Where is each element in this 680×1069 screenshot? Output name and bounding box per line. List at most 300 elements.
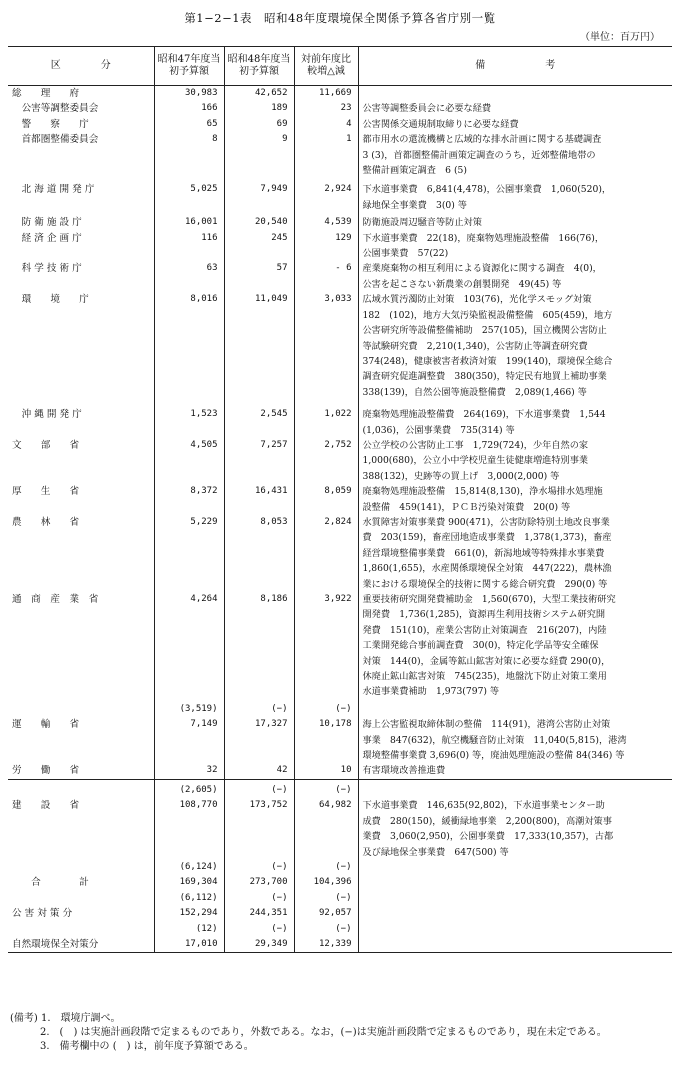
row-name: 環 境 庁 <box>12 294 89 306</box>
budget48-cell: 2,545 <box>224 404 294 422</box>
footnote-1: (備考) 1. 環境庁調べ。 <box>10 1013 121 1024</box>
table-row <box>8 117 672 132</box>
footnotes <box>10 1012 670 1054</box>
table-row <box>8 875 672 890</box>
table-row <box>8 354 672 369</box>
unit-label: （単位：百万円） <box>580 32 660 43</box>
remarks-cell: 重要技術研究開発費補助金 1,560(670)，大型工業技術研究 <box>358 592 672 607</box>
budget48-cell: 20,540 <box>224 215 294 230</box>
diff-cell <box>294 845 358 860</box>
budget48-cell <box>224 829 294 844</box>
budget48-cell <box>224 469 294 484</box>
row-name <box>8 607 154 622</box>
diff-cell: 12,339 <box>294 937 358 953</box>
remarks-cell <box>358 779 672 798</box>
budget48-cell: 69 <box>224 117 294 132</box>
budget47-cell <box>154 546 224 561</box>
row-name <box>8 500 154 515</box>
table-row <box>8 779 672 798</box>
budget48-cell: (−) <box>224 922 294 937</box>
row-name <box>8 779 154 798</box>
diff-cell <box>294 323 358 338</box>
table-row <box>8 763 672 779</box>
remarks-cell: 発費 151(10)，産業公害防止対策調査 216(207)，内陸 <box>358 623 672 638</box>
budget47-cell <box>154 733 224 748</box>
budget47-cell <box>154 607 224 622</box>
table-row <box>8 607 672 622</box>
budget-table <box>8 46 672 953</box>
row-name <box>8 369 154 384</box>
table-row <box>8 132 672 147</box>
diff-cell: (−) <box>294 891 358 906</box>
diff-cell: 11,669 <box>294 86 358 102</box>
budget48-cell: 8,186 <box>224 592 294 607</box>
budget47-cell: 63 <box>154 261 224 276</box>
table-row <box>8 198 672 213</box>
row-name: 通 商 産 業 省 <box>12 594 99 605</box>
remarks-cell: 及び緑地保全事業費 647(500) 等 <box>358 845 672 860</box>
diff-cell: 104,396 <box>294 875 358 890</box>
row-name <box>8 530 154 545</box>
row-name: 自然環境保全対策分 <box>8 937 154 953</box>
diff-cell: 10 <box>294 763 358 779</box>
remarks-cell: 整備計画策定調査 6 (5) <box>358 163 672 178</box>
row-name: 運 輸 省 <box>12 719 80 731</box>
table-row <box>8 292 672 307</box>
table-body <box>8 86 672 953</box>
diff-cell: 2,752 <box>294 438 358 453</box>
diff-cell: 3,033 <box>294 292 358 307</box>
remarks-cell: 水質障害対策事業費 900(471)，公害防除特別土地改良事業 <box>358 515 672 530</box>
budget48-cell: 9 <box>224 132 294 147</box>
budget47-cell: 32 <box>154 763 224 779</box>
budget47-cell: (6,112) <box>154 891 224 906</box>
row-name <box>8 814 154 829</box>
budget47-cell <box>154 246 224 261</box>
budget48-cell: 7,949 <box>224 182 294 197</box>
table-row <box>8 717 672 732</box>
remarks-cell <box>358 702 672 717</box>
table-row <box>8 906 672 921</box>
budget47-cell <box>154 829 224 844</box>
diff-cell: (−) <box>294 860 358 875</box>
row-name: 首都圏整備委員会 <box>12 134 99 146</box>
remarks-cell: 388(132)，史跡等の買上げ 3,000(2,000) 等 <box>358 469 672 484</box>
remarks-cell: 廃棄物処理施設整備費 264(169)，下水道事業費 1,544 <box>358 404 672 422</box>
remarks-cell: 下水道事業費 6,841(4,478)，公園事業費 1,060(520)， <box>358 182 672 197</box>
row-name <box>8 148 154 163</box>
row-name: 合 計 <box>12 877 89 889</box>
budget48-cell <box>224 684 294 699</box>
diff-cell <box>294 423 358 438</box>
budget47-cell <box>154 163 224 178</box>
remarks-cell: 費 203(159)，畜産団地造成事業費 1,378(1,373)，畜産 <box>358 530 672 545</box>
budget48-cell <box>224 577 294 592</box>
table-row <box>8 654 672 669</box>
table-row <box>8 561 672 576</box>
row-name: 沖 縄 開 発 庁 <box>12 409 82 421</box>
remarks-cell: 対策 144(0)，金属等鉱山鉱害対策に必要な経費 290(0)， <box>358 654 672 669</box>
table-row <box>8 148 672 163</box>
table-row <box>8 423 672 438</box>
table-row <box>8 469 672 484</box>
row-name <box>8 922 154 937</box>
diff-cell <box>294 148 358 163</box>
budget48-cell <box>224 530 294 545</box>
row-name <box>8 339 154 354</box>
row-name: 厚 生 省 <box>12 486 80 498</box>
row-name <box>8 546 154 561</box>
diff-cell <box>294 814 358 829</box>
budget48-cell <box>224 198 294 213</box>
table-row <box>8 702 672 717</box>
row-name <box>8 354 154 369</box>
budget47-cell <box>154 500 224 515</box>
budget48-cell <box>224 148 294 163</box>
row-name: 警 察 庁 <box>12 118 89 130</box>
budget47-cell: (2,605) <box>154 779 224 798</box>
row-name <box>8 453 154 468</box>
header-diff: 対前年度比較増△減 <box>294 47 358 86</box>
table-row <box>8 891 672 906</box>
remarks-cell: (1,036)，公園事業費 735(314) 等 <box>358 423 672 438</box>
budget48-cell: (−) <box>224 702 294 717</box>
budget48-cell <box>224 323 294 338</box>
budget47-cell <box>154 323 224 338</box>
remarks-cell <box>358 906 672 921</box>
table-row <box>8 484 672 499</box>
row-name <box>8 638 154 653</box>
remarks-cell: 業費 3,060(2,950)，公園事業費 17,333(10,357)，古都 <box>358 829 672 844</box>
remarks-cell: 防衛施設周辺騒音等防止対策 <box>358 215 672 230</box>
diff-cell: 10,178 <box>294 717 358 732</box>
diff-cell <box>294 277 358 292</box>
diff-cell <box>294 684 358 699</box>
table-row <box>8 845 672 860</box>
remarks-cell <box>358 860 672 875</box>
remarks-cell: 緑地保全事業費 3(0) 等 <box>358 198 672 213</box>
footnote-2: 2. ( ) は実施計画段階で定まるものであり，外数である。なお，(−)は実施計画段階で定まるものであり，現在未定である。 <box>10 1027 607 1038</box>
diff-cell: (−) <box>294 702 358 717</box>
diff-cell: 1 <box>294 132 358 147</box>
row-name <box>8 385 154 400</box>
budget47-cell: 17,010 <box>154 937 224 953</box>
budget47-cell: 8,372 <box>154 484 224 499</box>
row-name <box>8 860 154 875</box>
table-row <box>8 323 672 338</box>
table-row <box>8 385 672 400</box>
remarks-cell: 公害等調整委員会に必要な経費 <box>358 101 672 116</box>
budget48-cell <box>224 748 294 763</box>
budget48-cell <box>224 308 294 323</box>
row-name <box>8 577 154 592</box>
table-row <box>8 638 672 653</box>
remarks-cell: 広域水質汚濁防止対策 103(76)，光化学スモッグ対策 <box>358 292 672 307</box>
budget47-cell: 116 <box>154 231 224 246</box>
row-name <box>8 684 154 699</box>
budget48-cell: 244,351 <box>224 906 294 921</box>
table-row <box>8 623 672 638</box>
budget47-cell <box>154 469 224 484</box>
budget47-cell <box>154 654 224 669</box>
budget48-cell <box>224 669 294 684</box>
row-name <box>8 308 154 323</box>
budget48-cell <box>224 500 294 515</box>
diff-cell <box>294 500 358 515</box>
header-row <box>8 47 672 86</box>
table-row <box>8 669 672 684</box>
remarks-cell <box>358 875 672 890</box>
diff-cell <box>294 748 358 763</box>
budget47-cell: 8 <box>154 132 224 147</box>
budget47-cell <box>154 638 224 653</box>
table-row <box>8 530 672 545</box>
remarks-cell: 水道事業費補助 1,973(797) 等 <box>358 684 672 699</box>
table-row <box>8 215 672 230</box>
remarks-cell: 有害環境改善推進費 <box>358 763 672 779</box>
row-name <box>8 748 154 763</box>
row-name <box>8 163 154 178</box>
remarks-cell: 1,860(1,655)，水産関係環境保全対策 447(222)，農林漁 <box>358 561 672 576</box>
budget47-cell <box>154 277 224 292</box>
budget47-cell <box>154 385 224 400</box>
remarks-cell: 都市用水の還流機構と広域的な排水計画に関する基礎調査 <box>358 132 672 147</box>
row-name <box>8 277 154 292</box>
table-row <box>8 500 672 515</box>
diff-cell: 2,824 <box>294 515 358 530</box>
budget47-cell <box>154 845 224 860</box>
table-row <box>8 577 672 592</box>
budget48-cell: 16,431 <box>224 484 294 499</box>
diff-cell <box>294 339 358 354</box>
header-remarks: 備 考 <box>358 47 672 86</box>
table-row <box>8 182 672 197</box>
budget48-cell: 189 <box>224 101 294 116</box>
table-row <box>8 748 672 763</box>
table-row <box>8 684 672 699</box>
budget48-cell: 173,752 <box>224 798 294 813</box>
budget47-cell <box>154 561 224 576</box>
remarks-cell: 開発費 1,736(1,285)，資源再生利用技術システム研究開 <box>358 607 672 622</box>
row-name: 労 働 省 <box>8 763 154 779</box>
budget47-cell: 1,523 <box>154 404 224 422</box>
remarks-cell: 工業開発総合事前調査費 30(0)，特定化学品等安全確保 <box>358 638 672 653</box>
diff-cell <box>294 607 358 622</box>
budget47-cell: 169,304 <box>154 875 224 890</box>
table-row <box>8 101 672 116</box>
table-row <box>8 369 672 384</box>
table-row <box>8 922 672 937</box>
budget47-cell <box>154 423 224 438</box>
row-name: 文 部 省 <box>12 439 80 451</box>
remarks-cell: 公害を起こさない新農業の創製開発 49(45) 等 <box>358 277 672 292</box>
diff-cell: (−) <box>294 779 358 798</box>
diff-cell <box>294 385 358 400</box>
diff-cell <box>294 369 358 384</box>
table-row <box>8 592 672 607</box>
diff-cell: 3,922 <box>294 592 358 607</box>
diff-cell <box>294 469 358 484</box>
table-row <box>8 453 672 468</box>
row-name <box>8 423 154 438</box>
table-row <box>8 829 672 844</box>
table-title: 第1−2−1表 昭和48年度環境保全関係予算各省庁別一覧 <box>184 11 496 25</box>
budget48-cell: (−) <box>224 860 294 875</box>
row-name <box>8 733 154 748</box>
budget47-cell: (6,124) <box>154 860 224 875</box>
table-row <box>8 231 672 246</box>
budget47-cell: 108,770 <box>154 798 224 813</box>
row-name <box>8 669 154 684</box>
budget48-cell: 42 <box>224 763 294 779</box>
budget47-cell: 5,025 <box>154 182 224 197</box>
budget48-cell: 29,349 <box>224 937 294 953</box>
budget48-cell <box>224 561 294 576</box>
table-row <box>8 515 672 530</box>
budget47-cell <box>154 308 224 323</box>
diff-cell <box>294 198 358 213</box>
remarks-cell: 事業 847(632)，航空機騒音防止対策 11,040(5,815)，港湾 <box>358 733 672 748</box>
budget48-cell <box>224 638 294 653</box>
remarks-cell: 海上公害監視取締体制の整備 114(91)，港湾公害防止対策 <box>358 717 672 732</box>
table-row <box>8 86 672 102</box>
row-name <box>8 702 154 717</box>
table-row <box>8 339 672 354</box>
footnote-3: 3. 備考欄中の ( ) は，前年度予算額である。 <box>10 1041 254 1052</box>
table-row <box>8 246 672 261</box>
remarks-cell: 374(248)，健康被害者救済対策 199(140)，環境保全総合 <box>358 354 672 369</box>
diff-cell <box>294 246 358 261</box>
budget48-cell <box>224 163 294 178</box>
remarks-cell: 182 (102)，地方大気汚染監視設備整備 605(459)，地方 <box>358 308 672 323</box>
row-name <box>8 323 154 338</box>
diff-cell <box>294 829 358 844</box>
table-row <box>8 308 672 323</box>
row-name: 公 害 対 策 分 <box>12 908 73 920</box>
table-row <box>8 163 672 178</box>
budget47-cell: 152,294 <box>154 906 224 921</box>
table-row <box>8 277 672 292</box>
diff-cell <box>294 163 358 178</box>
budget47-cell <box>154 669 224 684</box>
budget48-cell: 7,257 <box>224 438 294 453</box>
budget47-cell <box>154 748 224 763</box>
budget48-cell: 245 <box>224 231 294 246</box>
budget47-cell: 30,983 <box>154 86 224 102</box>
budget48-cell <box>224 369 294 384</box>
diff-cell <box>294 669 358 684</box>
budget48-cell <box>224 354 294 369</box>
budget47-cell <box>154 198 224 213</box>
remarks-cell: 公園事業費 57(22) <box>358 246 672 261</box>
budget48-cell <box>224 277 294 292</box>
diff-cell: 64,982 <box>294 798 358 813</box>
row-name <box>8 469 154 484</box>
budget48-cell: 8,053 <box>224 515 294 530</box>
budget47-cell: 16,001 <box>154 215 224 230</box>
budget47-cell <box>154 814 224 829</box>
remarks-cell: 1,000(680)，公立小中学校児童生徒健康増進特別事業 <box>358 453 672 468</box>
table-row <box>8 261 672 276</box>
diff-cell: 129 <box>294 231 358 246</box>
remarks-cell: 休廃止鉱山鉱害対策 745(235)，地盤沈下防止対策工業用 <box>358 669 672 684</box>
row-name <box>8 623 154 638</box>
row-name <box>8 845 154 860</box>
budget47-cell: 8,016 <box>154 292 224 307</box>
table-row <box>8 798 672 813</box>
budget47-cell: 7,149 <box>154 717 224 732</box>
budget47-cell: 4,264 <box>154 592 224 607</box>
diff-cell <box>294 354 358 369</box>
table-row <box>8 404 672 422</box>
row-name <box>8 561 154 576</box>
budget48-cell <box>224 385 294 400</box>
budget48-cell <box>224 654 294 669</box>
table-row <box>8 438 672 453</box>
budget48-cell: 57 <box>224 261 294 276</box>
diff-cell <box>294 654 358 669</box>
row-name: 経 済 企 画 庁 <box>12 232 82 244</box>
remarks-cell: 公害研究所等設備整備補助 257(105)，国立機関公害防止 <box>358 323 672 338</box>
row-name: 農 林 省 <box>12 516 80 528</box>
remarks-cell <box>358 891 672 906</box>
budget48-cell: 42,652 <box>224 86 294 102</box>
remarks-cell: 公害関係交通規制取締りに必要な経費 <box>358 117 672 132</box>
diff-cell <box>294 453 358 468</box>
remarks-cell: 経営環境整備事業費 661(0)，新潟地域等特殊排水事業費 <box>358 546 672 561</box>
budget48-cell <box>224 623 294 638</box>
diff-cell <box>294 530 358 545</box>
remarks-cell: 設整備 459(141)，ＰＣＢ汚染対策費 20(0) 等 <box>358 500 672 515</box>
remarks-cell: 3 (3)，首都圏整備計画策定調査のうち，近郊整備地帯の <box>358 148 672 163</box>
remarks-cell: 産業廃棄物の相互利用による資源化に関する調査 4(0)， <box>358 261 672 276</box>
budget47-cell <box>154 453 224 468</box>
budget47-cell: 65 <box>154 117 224 132</box>
remarks-cell <box>358 922 672 937</box>
budget48-cell: 17,327 <box>224 717 294 732</box>
diff-cell <box>294 308 358 323</box>
diff-cell: - 6 <box>294 261 358 276</box>
budget47-cell <box>154 623 224 638</box>
budget48-cell <box>224 607 294 622</box>
row-name <box>8 246 154 261</box>
row-name: 科 学 技 術 庁 <box>12 263 82 275</box>
budget47-cell <box>154 339 224 354</box>
row-name: 建 設 省 <box>12 800 80 812</box>
budget47-cell <box>154 354 224 369</box>
remarks-cell: 廃棄物処理施設整備 15,814(8,130)，浄水場排水処理施 <box>358 484 672 499</box>
remarks-cell <box>358 937 672 953</box>
row-name <box>8 829 154 844</box>
diff-cell <box>294 623 358 638</box>
remarks-cell: 下水道事業費 22(18)，廃棄物処理施設整備 166(76)， <box>358 231 672 246</box>
diff-cell <box>294 638 358 653</box>
budget48-cell: 11,049 <box>224 292 294 307</box>
header-budget47: 昭和47年度当初予算額 <box>154 47 224 86</box>
budget47-cell: (3,519) <box>154 702 224 717</box>
diff-cell: 92,057 <box>294 906 358 921</box>
budget48-cell: (−) <box>224 891 294 906</box>
diff-cell <box>294 546 358 561</box>
diff-cell: 4 <box>294 117 358 132</box>
budget47-cell <box>154 369 224 384</box>
row-name <box>8 654 154 669</box>
budget47-cell <box>154 684 224 699</box>
row-name: 北 海 道 開 発 庁 <box>12 184 95 196</box>
table-row <box>8 814 672 829</box>
row-name <box>8 891 154 906</box>
budget48-cell <box>224 423 294 438</box>
